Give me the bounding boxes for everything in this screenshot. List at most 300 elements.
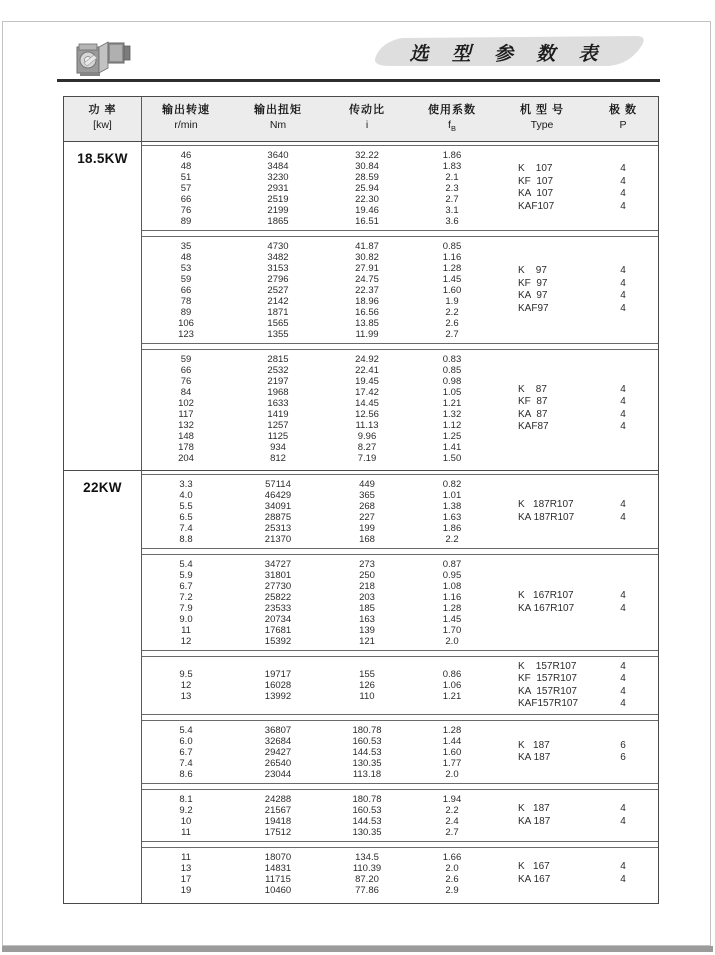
cell-torque: 18070 — [264, 851, 292, 863]
cell-factor: 2.2 — [445, 533, 459, 545]
cell-torque: 3640 — [267, 149, 289, 161]
cell-speed: 59 — [180, 273, 192, 285]
cell-factor: 1.63 — [442, 511, 462, 523]
data-row — [142, 827, 496, 838]
type-row — [496, 163, 658, 176]
poles-cell: 4 — [620, 302, 626, 314]
col-header-speed — [142, 103, 230, 136]
cell-torque: 46429 — [264, 489, 292, 501]
cell-speed: 10 — [180, 815, 192, 827]
cell-torque: 19418 — [264, 815, 292, 827]
cell-factor: 0.85 — [442, 364, 462, 376]
type-row — [496, 673, 658, 686]
poles-cell: 4 — [620, 698, 626, 710]
cell-factor: 1.60 — [442, 746, 462, 758]
model-cell: KA 187 — [518, 815, 551, 827]
model-cell: KA 167 — [518, 873, 551, 885]
cell-ratio: 126 — [359, 680, 375, 692]
cell-torque: 28875 — [264, 511, 292, 523]
cell-factor: 1.44 — [442, 735, 462, 747]
value-rows — [142, 354, 496, 464]
cell-torque: 2796 — [267, 273, 289, 285]
data-row — [142, 285, 496, 296]
type-row — [496, 201, 658, 214]
cell-ratio: 130.35 — [352, 826, 382, 838]
data-row — [142, 453, 496, 464]
poles-cell: 4 — [620, 685, 626, 697]
data-row — [142, 365, 496, 376]
cell-speed: 17 — [180, 873, 192, 885]
cell-ratio: 134.5 — [355, 851, 379, 863]
ratio-block — [142, 554, 658, 651]
type-row — [496, 590, 658, 603]
table-body — [64, 142, 658, 903]
poles-header-en: P — [619, 119, 627, 131]
cell-factor: 1.16 — [442, 591, 462, 603]
cell-speed: 53 — [180, 262, 192, 274]
data-row — [142, 442, 496, 453]
cell-factor: 1.77 — [442, 757, 462, 769]
selection-table — [63, 96, 659, 904]
cell-factor: 0.82 — [442, 478, 462, 490]
cell-ratio: 77.86 — [355, 884, 379, 896]
cell-factor: 2.6 — [445, 873, 459, 885]
cell-factor: 2.0 — [445, 862, 459, 874]
type-row — [496, 409, 658, 422]
col-header-ratio — [326, 103, 408, 136]
cell-torque: 29427 — [264, 746, 292, 758]
data-row — [142, 387, 496, 398]
cell-ratio: 25.94 — [355, 182, 379, 194]
power-label: 18.5KW — [64, 142, 142, 470]
cell-factor: 1.28 — [442, 602, 462, 614]
cell-torque: 10460 — [264, 884, 292, 896]
cell-ratio: 87.20 — [355, 873, 379, 885]
cell-factor: 3.1 — [445, 204, 459, 216]
data-row — [142, 769, 496, 780]
cell-factor: 2.1 — [445, 171, 459, 183]
cell-torque: 27730 — [264, 580, 292, 592]
ratio-block — [142, 145, 658, 231]
type-row — [496, 265, 658, 278]
cell-speed: 6.7 — [179, 580, 193, 592]
type-row — [496, 421, 658, 434]
poles-cell: 4 — [620, 815, 626, 827]
data-row — [142, 501, 496, 512]
cell-factor: 1.86 — [442, 522, 462, 534]
cell-speed: 59 — [180, 353, 192, 365]
cell-speed: 117 — [178, 408, 194, 420]
type-row — [496, 698, 658, 711]
poles-cell: 4 — [620, 408, 626, 420]
value-rows — [142, 479, 496, 545]
cell-factor: 1.60 — [442, 284, 462, 296]
cell-speed: 3.3 — [179, 478, 193, 490]
model-cell: K 187 — [518, 803, 550, 815]
cell-ratio: 160.53 — [352, 804, 382, 816]
data-row — [142, 420, 496, 431]
cell-factor: 1.12 — [442, 419, 462, 431]
value-rows — [142, 852, 496, 896]
cell-torque: 2815 — [267, 353, 289, 365]
cell-torque: 2931 — [267, 182, 289, 194]
page-bottom-shadow — [2, 946, 713, 952]
cell-torque: 1865 — [267, 215, 289, 227]
cell-speed: 106 — [178, 317, 194, 329]
cell-speed: 7.4 — [179, 757, 193, 769]
title-banner — [366, 33, 650, 71]
cell-ratio: 17.42 — [355, 386, 379, 398]
cell-ratio: 9.96 — [357, 430, 377, 442]
cell-speed: 148 — [178, 430, 194, 442]
cell-factor: 2.0 — [445, 768, 459, 780]
poles-cell: 6 — [620, 739, 626, 751]
value-rows — [142, 150, 496, 227]
data-row — [142, 863, 496, 874]
value-rows — [142, 241, 496, 340]
data-column-headers — [142, 97, 658, 141]
cell-ratio: 227 — [359, 511, 375, 523]
type-rows — [496, 384, 658, 434]
cell-factor: 2.2 — [445, 306, 459, 318]
cell-ratio: 273 — [359, 558, 375, 570]
data-row — [142, 669, 496, 680]
speed-header-en: r/min — [174, 119, 198, 131]
ratio-block — [142, 656, 658, 715]
poles-cell: 4 — [620, 383, 626, 395]
cell-ratio: 203 — [359, 591, 375, 603]
cell-speed: 8.6 — [179, 768, 193, 780]
cell-ratio: 163 — [359, 613, 375, 625]
cell-ratio: 250 — [359, 569, 375, 581]
cell-speed: 7.2 — [179, 591, 193, 603]
power-label: 22KW — [64, 471, 142, 903]
cell-factor: 1.16 — [442, 251, 462, 263]
cell-speed: 46 — [180, 149, 192, 161]
poles-cell: 4 — [620, 590, 626, 602]
cell-torque: 1355 — [267, 328, 289, 340]
data-row — [142, 581, 496, 592]
data-row — [142, 307, 496, 318]
cell-speed: 13 — [180, 862, 192, 874]
type-row — [496, 499, 658, 512]
cell-factor: 3.6 — [445, 215, 459, 227]
header-rule — [57, 79, 660, 82]
data-row — [142, 680, 496, 691]
cell-factor: 1.9 — [445, 295, 459, 307]
cell-ratio: 160.53 — [352, 735, 382, 747]
model-cell: K 157R107 — [518, 660, 577, 672]
data-row — [142, 559, 496, 570]
model-cell: KF 107 — [518, 175, 554, 187]
cell-speed: 66 — [180, 193, 192, 205]
cell-ratio: 19.46 — [355, 204, 379, 216]
cell-speed: 132 — [178, 419, 194, 431]
data-row — [142, 241, 496, 252]
cell-ratio: 365 — [359, 489, 375, 501]
col-header-type — [496, 103, 588, 136]
cell-ratio: 155 — [359, 669, 375, 681]
data-row — [142, 172, 496, 183]
cell-factor: 1.21 — [442, 397, 462, 409]
model-cell: KAF97 — [518, 302, 549, 314]
data-row — [142, 479, 496, 490]
ratio-block — [142, 349, 658, 467]
cell-ratio: 144.53 — [352, 815, 382, 827]
cell-ratio: 113.18 — [352, 768, 382, 780]
cell-factor: 1.21 — [442, 691, 462, 703]
cell-speed: 76 — [180, 204, 192, 216]
type-rows — [496, 661, 658, 711]
cell-torque: 1968 — [267, 386, 289, 398]
cell-torque: 16028 — [264, 680, 292, 692]
cell-torque: 36807 — [264, 724, 292, 736]
poles-cell: 4 — [620, 175, 626, 187]
cell-speed: 11 — [181, 826, 191, 838]
cell-speed: 11 — [181, 624, 191, 636]
cell-ratio: 32.22 — [355, 149, 379, 161]
power-header-zh: 功 率 — [88, 104, 117, 116]
poles-cell: 4 — [620, 673, 626, 685]
type-rows — [496, 590, 658, 615]
poles-cell: 4 — [620, 511, 626, 523]
type-row — [496, 512, 658, 525]
page-title: 选 型 参 数 表 — [409, 44, 607, 65]
cell-torque: 1633 — [267, 397, 289, 409]
type-row — [496, 396, 658, 409]
cell-torque: 26540 — [264, 757, 292, 769]
cell-ratio: 16.51 — [355, 215, 379, 227]
cell-factor: 1.01 — [442, 489, 462, 501]
cell-ratio: 8.27 — [357, 441, 377, 453]
type-header-en: Type — [530, 119, 554, 131]
poles-cell: 4 — [620, 265, 626, 277]
cell-ratio: 268 — [359, 500, 375, 512]
torque-header-zh: 输出扭矩 — [254, 104, 302, 116]
power-header-en: [kw] — [93, 119, 112, 131]
poles-cell: 4 — [620, 660, 626, 672]
cell-speed: 89 — [180, 215, 192, 227]
cell-speed: 204 — [178, 452, 194, 464]
cell-torque: 934 — [270, 441, 286, 453]
data-row — [142, 490, 496, 501]
poles-header-zh: 极 数 — [608, 104, 638, 116]
cell-torque: 32684 — [264, 735, 292, 747]
cell-speed: 35 — [180, 240, 192, 252]
cell-speed: 9.2 — [179, 804, 193, 816]
type-row — [496, 303, 658, 316]
data-row — [142, 570, 496, 581]
value-rows — [142, 559, 496, 647]
cell-torque: 3153 — [267, 262, 289, 274]
model-cell: KA 97 — [518, 290, 548, 302]
poles-cell: 4 — [620, 602, 626, 614]
cell-factor: 2.9 — [445, 884, 459, 896]
cell-speed: 102 — [178, 397, 194, 409]
data-row — [142, 354, 496, 365]
data-row — [142, 534, 496, 545]
cell-ratio: 13.85 — [355, 317, 379, 329]
cell-factor: 1.08 — [442, 580, 462, 592]
cell-ratio: 168 — [359, 533, 375, 545]
type-row — [496, 740, 658, 753]
ratio-block — [142, 236, 658, 344]
cell-ratio: 11.99 — [355, 328, 379, 340]
model-cell: KF 87 — [518, 396, 548, 408]
data-row — [142, 874, 496, 885]
cell-ratio: 7.19 — [357, 452, 377, 464]
cell-factor: 2.4 — [445, 815, 459, 827]
cell-speed: 76 — [180, 375, 192, 387]
poles-cell: 4 — [620, 188, 626, 200]
gearmotor-icon — [74, 37, 138, 79]
model-cell: KAF87 — [518, 421, 549, 433]
cell-torque: 23533 — [264, 602, 292, 614]
cell-speed: 5.4 — [179, 558, 193, 570]
type-row — [496, 661, 658, 674]
cell-factor: 1.28 — [442, 262, 462, 274]
poles-cell: 4 — [620, 277, 626, 289]
cell-torque: 25313 — [264, 522, 292, 534]
data-row — [142, 691, 496, 702]
cell-torque: 34091 — [264, 500, 292, 512]
cell-ratio: 139 — [359, 624, 375, 636]
cell-factor: 1.50 — [442, 452, 462, 464]
col-header-poles — [588, 103, 658, 136]
cell-factor: 1.66 — [442, 851, 462, 863]
data-row — [142, 205, 496, 216]
type-rows — [496, 861, 658, 886]
cell-speed: 8.8 — [179, 533, 193, 545]
value-rows — [142, 794, 496, 838]
type-rows — [496, 740, 658, 765]
cell-torque: 15392 — [264, 635, 292, 647]
data-row — [142, 725, 496, 736]
cell-factor: 2.3 — [445, 182, 459, 194]
cell-ratio: 22.30 — [355, 193, 379, 205]
cell-speed: 6.7 — [179, 746, 193, 758]
type-row — [496, 278, 658, 291]
cell-factor: 0.95 — [442, 569, 462, 581]
cell-factor: 2.0 — [445, 635, 459, 647]
data-row — [142, 150, 496, 161]
cell-speed: 66 — [180, 284, 192, 296]
cell-speed: 89 — [180, 306, 192, 318]
poles-cell: 4 — [620, 200, 626, 212]
cell-speed: 48 — [180, 160, 192, 172]
cell-factor: 0.83 — [442, 353, 462, 365]
cell-speed: 12 — [180, 635, 192, 647]
cell-ratio: 144.53 — [352, 746, 382, 758]
cell-factor: 1.45 — [442, 273, 462, 285]
cell-ratio: 185 — [359, 602, 375, 614]
type-row — [496, 874, 658, 887]
cell-torque: 2142 — [267, 295, 289, 307]
cell-factor: 0.86 — [442, 669, 462, 681]
cell-factor: 1.05 — [442, 386, 462, 398]
cell-factor: 1.25 — [442, 430, 462, 442]
cell-ratio: 180.78 — [352, 724, 382, 736]
value-rows — [142, 725, 496, 780]
cell-speed: 78 — [180, 295, 192, 307]
cell-torque: 31801 — [264, 569, 292, 581]
cell-torque: 23044 — [264, 768, 292, 780]
model-cell: K 187R107 — [518, 499, 574, 511]
cell-speed: 123 — [178, 328, 194, 340]
data-row — [142, 625, 496, 636]
cell-torque: 2197 — [267, 375, 289, 387]
data-row — [142, 252, 496, 263]
type-row — [496, 384, 658, 397]
poles-cell: 4 — [620, 421, 626, 433]
data-row — [142, 794, 496, 805]
data-row — [142, 805, 496, 816]
model-cell: K 87 — [518, 383, 547, 395]
cell-torque: 19717 — [264, 669, 292, 681]
ratio-block — [142, 720, 658, 784]
block-list — [142, 142, 658, 470]
cell-speed: 6.0 — [179, 735, 193, 747]
cell-ratio: 11.13 — [355, 419, 379, 431]
cell-ratio: 24.92 — [355, 353, 379, 365]
ratio-header-en: i — [365, 119, 369, 131]
cell-torque: 4730 — [267, 240, 289, 252]
model-cell: K 97 — [518, 265, 547, 277]
cell-factor: 0.85 — [442, 240, 462, 252]
cell-ratio: 16.56 — [355, 306, 379, 318]
cell-ratio: 130.35 — [352, 757, 382, 769]
cell-speed: 9.0 — [179, 613, 193, 625]
cell-factor: 1.38 — [442, 500, 462, 512]
cell-ratio: 22.37 — [355, 284, 379, 296]
cell-torque: 13992 — [264, 691, 292, 703]
cell-factor: 1.83 — [442, 160, 462, 172]
data-row — [142, 263, 496, 274]
data-row — [142, 318, 496, 329]
cell-ratio: 24.75 — [355, 273, 379, 285]
model-cell: KAF107 — [518, 200, 555, 212]
type-rows — [496, 265, 658, 315]
data-row — [142, 512, 496, 523]
cell-speed: 6.5 — [179, 511, 193, 523]
cell-speed: 48 — [180, 251, 192, 263]
factor-header-zh: 使用系数 — [428, 104, 476, 116]
cell-ratio: 22.41 — [355, 364, 379, 376]
type-rows — [496, 163, 658, 213]
col-header-torque — [230, 103, 326, 136]
poles-cell: 4 — [620, 290, 626, 302]
model-cell: K 187 — [518, 739, 550, 751]
type-row — [496, 686, 658, 699]
data-row — [142, 758, 496, 769]
cell-factor: 1.32 — [442, 408, 462, 420]
col-header-power — [64, 97, 142, 141]
cell-factor: 1.06 — [442, 680, 462, 692]
type-rows — [496, 499, 658, 524]
data-row — [142, 431, 496, 442]
model-cell: KA 187R107 — [518, 511, 575, 523]
type-row — [496, 861, 658, 874]
col-header-factor — [408, 103, 496, 136]
cell-speed: 84 — [180, 386, 192, 398]
poles-cell: 4 — [620, 873, 626, 885]
cell-factor: 1.41 — [442, 441, 462, 453]
cell-torque: 25822 — [264, 591, 292, 603]
type-row — [496, 816, 658, 829]
cell-factor: 2.7 — [445, 193, 459, 205]
poles-cell: 4 — [620, 499, 626, 511]
cell-ratio: 30.82 — [355, 251, 379, 263]
